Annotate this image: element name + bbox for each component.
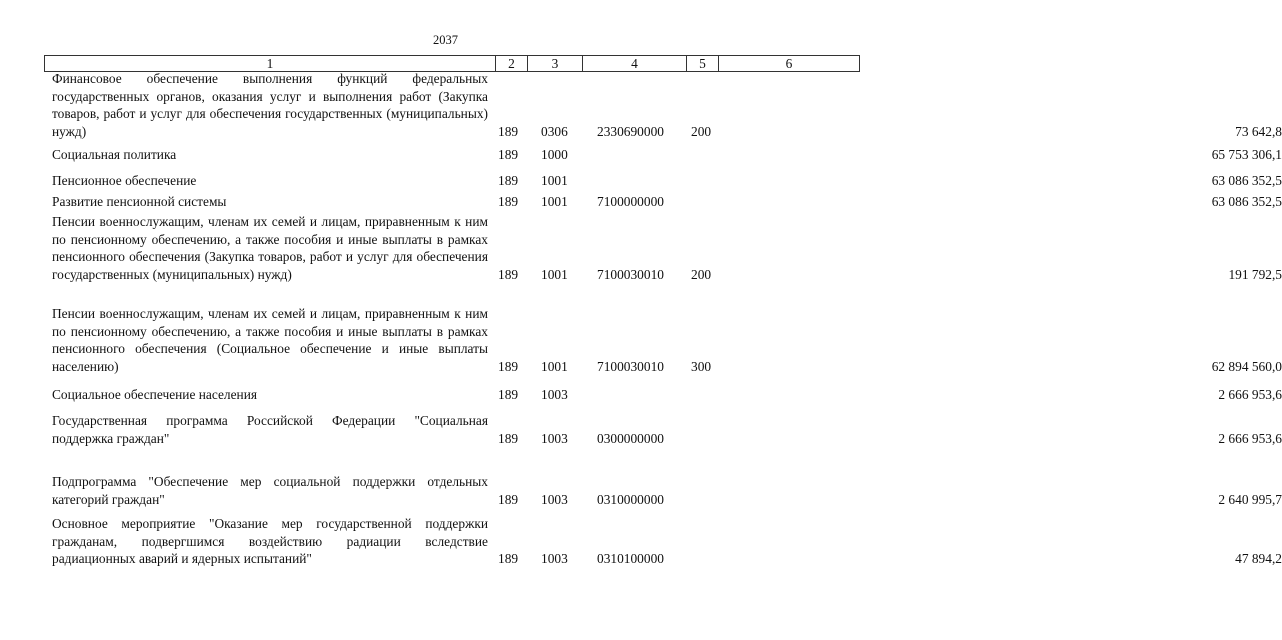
header-col-3: 3 xyxy=(528,56,583,71)
row-amount: 2 666 953,6 xyxy=(1218,387,1282,402)
row-amount: 62 894 560,0 xyxy=(1211,358,1282,374)
row-description: Развитие пенсионной системы xyxy=(52,194,227,209)
row-description: Финансовое обеспечение выполнения функций федеральных государственных органов, оказания услуг и выполнения работ (Закупка товаров, работ и услуг для обеспечения государственных (муниципальных) нужд) xyxy=(52,71,488,139)
table-row xyxy=(52,146,1282,164)
row-ministry-code: 189 xyxy=(498,358,519,374)
row-target-code: 2330690000 xyxy=(597,123,664,139)
row-ministry-code: 189 xyxy=(498,551,519,567)
row-section-code: 1003 xyxy=(541,551,568,567)
table-row xyxy=(52,305,1282,375)
row-section-code: 1001 xyxy=(541,266,568,282)
row-amount: 63 086 352,5 xyxy=(1211,194,1282,209)
row-expense-type: 200 xyxy=(691,123,712,139)
row-section-code: 1000 xyxy=(541,147,568,162)
header-col-4: 4 xyxy=(583,56,687,71)
header-col-2: 2 xyxy=(496,56,528,71)
row-ministry-code: 189 xyxy=(498,194,519,209)
row-description: Пенсии военнослужащим, членам их семей и лицам, приравненным к ним по пенсионному обеспечению, а также пособия и иные выплаты в рамках пенсионного обеспечения (Социальное обеспечение и иные выплаты населению) xyxy=(52,306,488,374)
table-row xyxy=(52,172,1282,190)
row-ministry-code: 189 xyxy=(498,430,519,446)
row-description: Основное мероприятие "Оказание мер государственной поддержки гражданам, подвергшимся воздействию радиации вследствие радиационных аварий и ядерных испытаний" xyxy=(52,516,488,567)
row-expense-type: 200 xyxy=(691,266,712,282)
row-target-code: 0300000000 xyxy=(597,430,664,446)
row-amount: 2 640 995,7 xyxy=(1218,491,1282,507)
header-col-1: 1 xyxy=(45,56,496,71)
page-number: 2037 xyxy=(433,33,458,47)
row-target-code: 7100030010 xyxy=(597,358,664,374)
row-section-code: 1001 xyxy=(541,358,568,374)
header-col-5: 5 xyxy=(687,56,719,71)
table-row xyxy=(52,70,1282,140)
row-section-code: 1003 xyxy=(541,491,568,507)
header-col-6: 6 xyxy=(785,56,793,71)
row-amount: 65 753 306,1 xyxy=(1211,147,1282,162)
row-section-code: 1001 xyxy=(541,173,568,188)
row-expense-type: 300 xyxy=(691,358,712,374)
row-amount: 47 894,2 xyxy=(1235,551,1282,567)
row-description: Социальное обеспечение населения xyxy=(52,387,258,402)
row-amount: 73 642,8 xyxy=(1235,123,1282,139)
row-description: Подпрограмма "Обеспечение мер социальной поддержки отдельных категорий граждан" xyxy=(52,474,488,507)
row-section-code: 1003 xyxy=(541,430,568,446)
row-section-code: 1001 xyxy=(541,194,568,209)
row-description: Пенсионное обеспечение xyxy=(52,173,197,188)
row-ministry-code: 189 xyxy=(498,491,519,507)
row-ministry-code: 189 xyxy=(498,147,519,162)
row-target-code: 7100030010 xyxy=(597,266,664,282)
row-description: Социальная политика xyxy=(52,147,177,162)
row-section-code: 0306 xyxy=(541,123,568,139)
row-amount: 191 792,5 xyxy=(1228,266,1282,282)
row-ministry-code: 189 xyxy=(498,266,519,282)
table-row xyxy=(52,213,1282,283)
row-target-code: 0310000000 xyxy=(597,491,664,507)
row-ministry-code: 189 xyxy=(498,173,519,188)
row-ministry-code: 189 xyxy=(498,387,519,402)
row-description: Пенсии военнослужащим, членам их семей и лицам, приравненным к ним по пенсионному обеспечению, а также пособия и иные выплаты в рамках пенсионного обеспечения (Закупка товаров, работ и услуг для обеспечения государственных (муниципальных) нужд) xyxy=(52,214,488,282)
row-amount: 2 666 953,6 xyxy=(1218,430,1282,446)
row-section-code: 1003 xyxy=(541,387,568,402)
row-target-code: 7100000000 xyxy=(597,194,664,209)
row-amount: 63 086 352,5 xyxy=(1211,173,1282,188)
table-row xyxy=(52,412,1282,447)
table-row xyxy=(52,386,1282,404)
table-row xyxy=(52,515,1282,568)
row-target-code: 0310100000 xyxy=(597,551,664,567)
row-ministry-code: 189 xyxy=(498,123,519,139)
table-row xyxy=(52,473,1282,508)
table-row xyxy=(52,193,1282,211)
row-description: Государственная программа Российской Федерации "Социальная поддержка граждан" xyxy=(52,413,488,446)
